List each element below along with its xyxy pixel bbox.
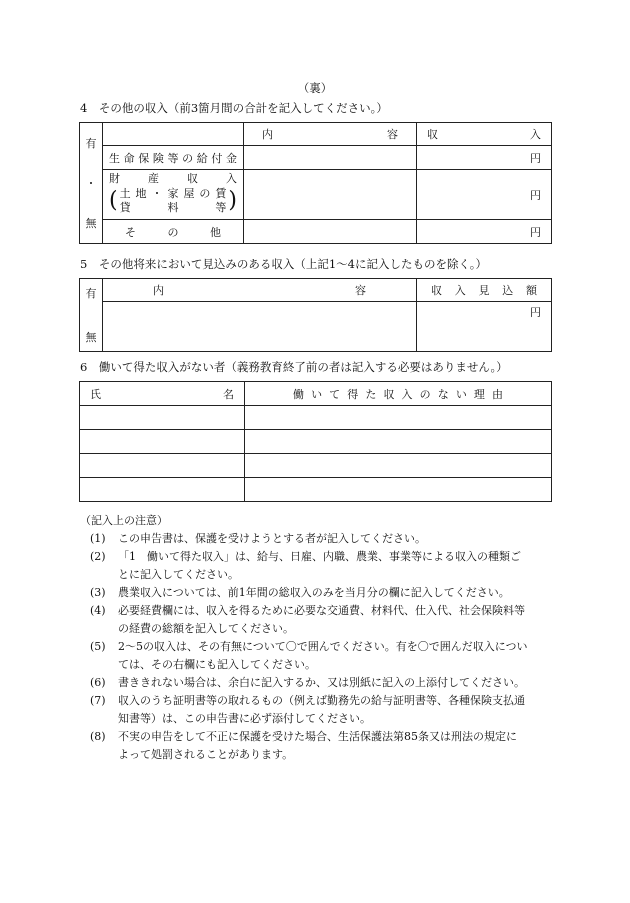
presence-no[interactable]: 無 [85,217,97,230]
reason-input[interactable] [245,406,552,430]
section5-header-amount: 収入見込額 [417,279,552,302]
section5-title: 5 その他将来において見込みのある収入（上記1～4に記入したものを除く。） [80,257,487,271]
note-item: (6) 書ききれない場合は、余白に記入するか、又は別紙に記入の上添付してください。 [90,676,525,689]
presence-yes[interactable]: 有 [85,137,97,150]
reason-input[interactable] [245,430,552,454]
left-bracket: ( [109,188,118,213]
section4-presence-cell[interactable] [80,123,103,244]
note-item: (5) 2～5の収入は、その有無について〇で囲んでください。有を〇で囲んだ収入につい [90,640,528,653]
presence-yes[interactable]: 有 [85,287,97,300]
row-property-label: 財産収入 ( 土地・家屋の賃 貸料等 ) [103,170,244,220]
reason-input[interactable] [245,454,552,478]
name-input[interactable] [80,454,245,478]
section4-table [79,122,552,244]
note-item: (8) 不実の申告をして不正に保護を受けた場合、生活保護法第85条又は刑法の規定に [90,730,517,743]
section5-presence-cell[interactable] [80,279,103,352]
section6-title: 6 働いて得た収入がない者（義務教育終了前の者は記入する必要はありません。） [80,360,508,374]
note-continuation: 知書等）は、この申告書に必ず添付してください。 [118,712,371,725]
row-other-content[interactable] [244,220,417,244]
reason-input[interactable] [245,478,552,502]
section5-amount-input[interactable]: 円 [417,302,552,352]
section4-blank-header [103,123,244,146]
row-life-insurance-amount[interactable]: 円 [417,146,552,170]
row-property-amount[interactable]: 円 [417,170,552,220]
section4-header-content: 内容 [244,123,417,146]
right-bracket: ) [228,188,237,213]
section4-title: 4 その他の収入（前3箇月間の合計を記入してください。） [80,101,388,115]
section5-table [79,278,552,352]
section5-header-content: 内容 [103,279,417,302]
notes-section [80,512,560,764]
section6-header-name: 氏名 [80,382,245,406]
note-item: (7) 収入のうち証明書等の取れるもの（例えば勤務先の給与証明書等、各種保険支払通 [90,694,525,707]
notes-title: （記入上の注意） [80,514,168,527]
row-property-content[interactable] [244,170,417,220]
section5-content-input[interactable] [103,302,417,352]
note-item: (1) この申告書は、保護を受けようとする者が記入してください。 [90,532,426,545]
section4-header-amount: 収入 [417,123,552,146]
name-input[interactable] [80,430,245,454]
row-life-insurance-content[interactable] [244,146,417,170]
row-other-label: その他 [103,220,244,244]
note-continuation: よって処罰されることがあります。 [118,748,294,761]
name-input[interactable] [80,406,245,430]
presence-no[interactable]: 無 [85,331,97,344]
name-input[interactable] [80,478,245,502]
presence-dot: ・ [85,177,97,190]
note-item: (2) 「1 働いて得た収入」は、給与、日雇、内職、農業、事業等による収入の種類ご [90,550,521,563]
row-other-amount[interactable]: 円 [417,220,552,244]
section6-header-reason: 働いて得た収入のない理由 [245,382,552,406]
note-item: (4) 必要経費欄には、収入を得るために必要な交通費、材料代、仕入代、社会保険料等 [90,604,525,617]
page-heading: （裏） [297,81,333,95]
section6-table [79,381,552,502]
row-life-insurance-label: 生命保険等の給付金 [103,146,244,170]
note-continuation: ては、その右欄にも記入してください。 [118,658,316,671]
note-continuation: の経費の総額を記入してください。 [118,622,294,635]
note-item: (3) 農業収入については、前1年間の総収入のみを当月分の欄に記入してください。 [90,586,510,599]
note-continuation: とに記入してください。 [118,568,239,581]
